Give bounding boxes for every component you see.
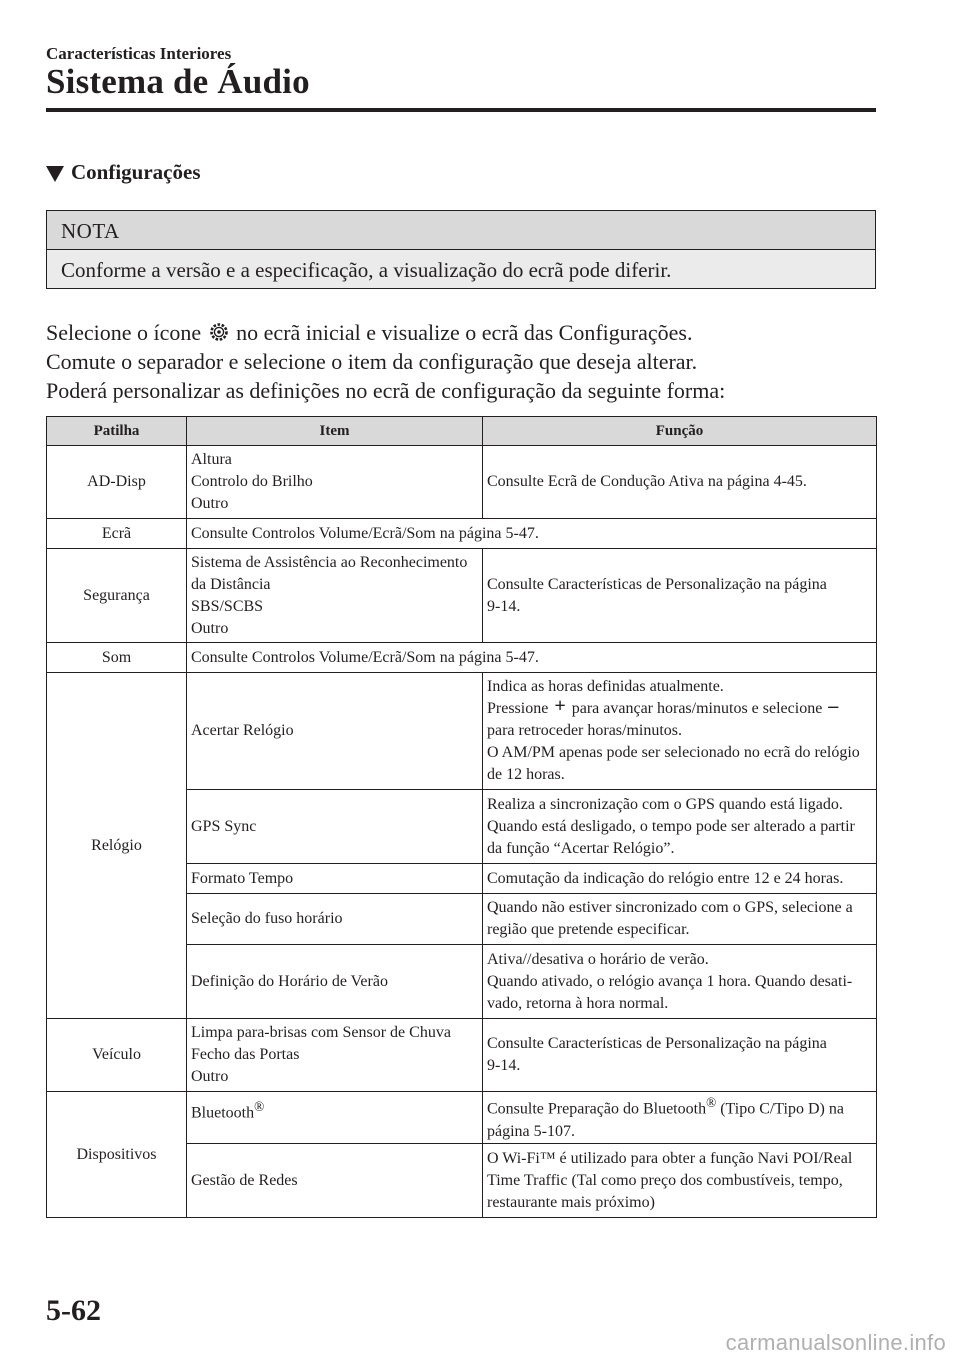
function-cell: O Wi-Fi™ é utilizado para obter a função Navi POI/Real Time Traffic (Tal como preço dos combustíveis, tempo, restaurante mais próximo)	[483, 1144, 877, 1218]
tab-cell: Dispositivos	[47, 1092, 187, 1218]
table-row	[47, 1092, 877, 1144]
plus-icon: +	[554, 695, 566, 717]
title-rule	[46, 108, 876, 112]
function-cell: Comutação da indicação do relógio entre 12 e 24 horas.	[483, 864, 877, 894]
table-row	[47, 1019, 877, 1092]
item-cell: Consulte Controlos Volume/Ecrã/Som na página 5-47.	[187, 643, 877, 673]
tab-cell: Som	[47, 643, 187, 673]
intro-line-2: Comute o separador e selecione o item da configuração que deseja alterar.	[46, 349, 698, 374]
subheading-text: Configurações	[71, 160, 201, 184]
header-funcao: Função	[483, 417, 877, 446]
header-item: Item	[187, 417, 483, 446]
table-header-row	[47, 417, 877, 446]
item-cell: Bluetooth®	[187, 1092, 483, 1144]
header-patilha: Patilha	[47, 417, 187, 446]
intro-text	[46, 318, 725, 405]
item-cell: Acertar Relógio	[187, 673, 483, 790]
tab-cell: Ecrã	[47, 519, 187, 549]
section-title: Sistema de Áudio	[46, 62, 310, 101]
intro-line-3: Poderá personalizar as definições no ecrã de configuração da seguinte forma:	[46, 378, 726, 403]
note-text: Conforme a versão e a especificação, a visualização do ecrã pode diferir.	[47, 250, 875, 288]
table-row	[47, 519, 877, 549]
table-row	[47, 643, 877, 673]
item-cell: Consulte Controlos Volume/Ecrã/Som na página 5-47.	[187, 519, 877, 549]
item-cell: Definição do Horário de Verão	[187, 945, 483, 1019]
function-cell: Consulte Características de Personalização na página 9-14.	[483, 549, 877, 643]
tab-cell: AD-Disp	[47, 446, 187, 519]
item-cell: Altura Controlo do Brilho Outro	[187, 446, 483, 519]
item-cell: Formato Tempo	[187, 864, 483, 894]
minus-icon: –	[828, 695, 839, 717]
item-cell: GPS Sync	[187, 790, 483, 864]
gear-icon	[209, 322, 229, 342]
settings-table	[46, 416, 877, 1218]
table-row	[47, 446, 877, 519]
table-row	[47, 549, 877, 643]
function-cell: Consulte Características de Personalização na página 9-14.	[483, 1019, 877, 1092]
function-cell: Consulte Ecrã de Condução Ativa na página 4-45.	[483, 446, 877, 519]
intro-line-1: Selecione o ícone no ecrã inicial e visualize o ecrã das Configurações.	[46, 320, 693, 345]
item-cell: Gestão de Redes	[187, 1144, 483, 1218]
note-box	[46, 210, 876, 289]
chapter-label: Características Interiores	[46, 44, 232, 63]
triangle-down-icon	[46, 166, 64, 182]
tab-cell: Relógio	[47, 673, 187, 1019]
function-cell: Realiza a sincronização com o GPS quando está ligado. Quando está desligado, o tempo pode ser alterado a partir da função “Acertar Relógio”.	[483, 790, 877, 864]
item-cell: Seleção do fuso horário	[187, 894, 483, 945]
watermark: carmanualsonline.info	[725, 1330, 946, 1355]
note-label: NOTA	[47, 211, 875, 250]
function-cell: Ativa//desativa o horário de verão. Quando ativado, o relógio avança 1 hora. Quando desati- vado, retorna à hora normal.	[483, 945, 877, 1019]
item-cell: Sistema de Assistência ao Reconhecimento da Distância SBS/SCBS Outro	[187, 549, 483, 643]
tab-cell: Segurança	[47, 549, 187, 643]
function-cell: Quando não estiver sincronizado com o GPS, selecione a região que pretende especificar.	[483, 894, 877, 945]
subheading	[46, 160, 201, 185]
page-number: 5-62	[46, 1294, 101, 1327]
function-cell: Consulte Preparação do Bluetooth® (Tipo C/Tipo D) na página 5-107.	[483, 1092, 877, 1144]
tab-cell: Veículo	[47, 1019, 187, 1092]
function-cell: Indica as horas definidas atualmente. Pressione + para avançar horas/minutos e selecione – para retroceder horas/minutos. O AM/PM apenas pode ser selecionado no ecrã do relógio de 12 horas.	[483, 673, 877, 790]
table-row	[47, 673, 877, 790]
item-cell: Limpa para-brisas com Sensor de Chuva Fecho das Portas Outro	[187, 1019, 483, 1092]
